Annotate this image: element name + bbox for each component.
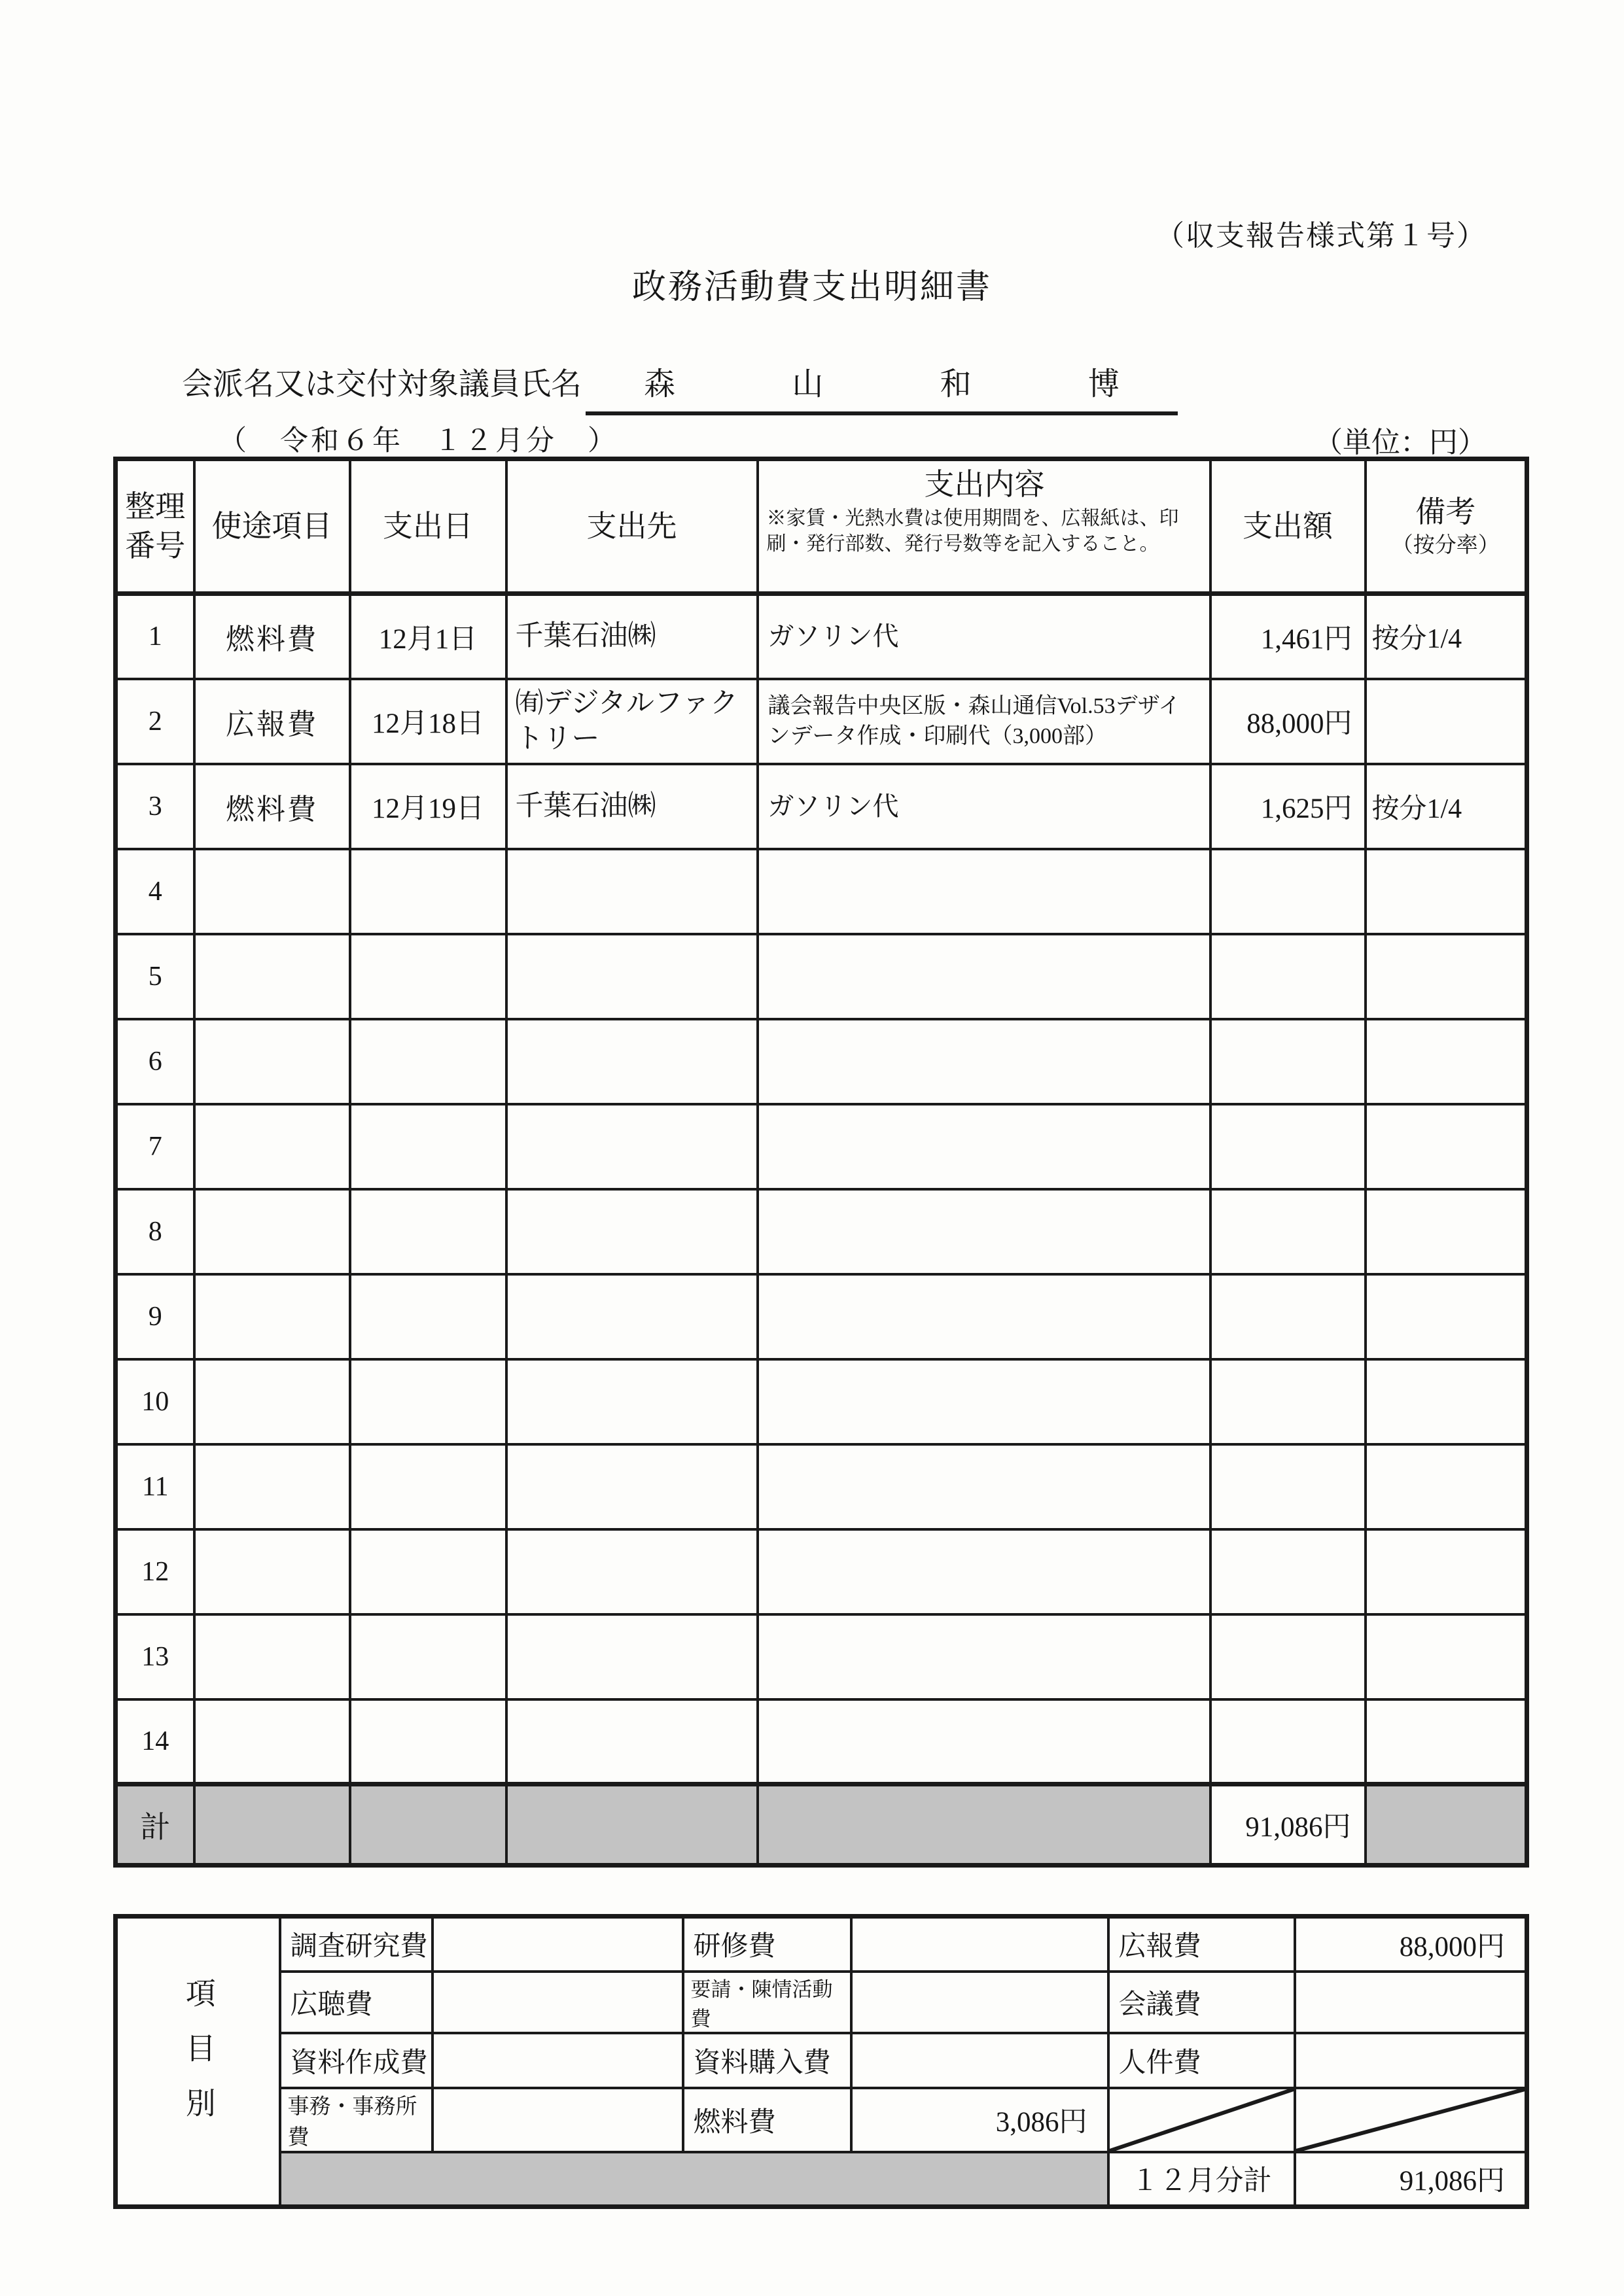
cell-payee	[506, 1104, 758, 1189]
cell-content	[758, 934, 1210, 1019]
summary-row	[116, 1972, 1527, 2033]
header-remarks-title: 備考	[1415, 495, 1476, 529]
cell-content	[758, 1444, 1210, 1529]
cell-no: 10	[116, 1359, 194, 1444]
cell-item	[194, 1699, 350, 1784]
cell-amount	[1210, 1274, 1366, 1359]
cell-no: 12	[116, 1529, 194, 1614]
summary-value	[851, 1972, 1108, 2033]
cell-payee	[506, 1614, 758, 1699]
header-expense-item: 使途項目	[194, 459, 350, 594]
cell-date	[350, 1529, 506, 1614]
cell-amount: 1,625円	[1210, 764, 1366, 849]
cell-note	[1366, 1614, 1527, 1699]
cell-payee	[506, 849, 758, 934]
cell-no: 13	[116, 1614, 194, 1699]
cell-date	[350, 1104, 506, 1189]
cell-item	[194, 1019, 350, 1104]
summary-row	[116, 2033, 1527, 2088]
monthly-total-value: 91,086円	[1295, 2152, 1527, 2207]
cell-item	[194, 1614, 350, 1699]
summary-category: 人件費	[1108, 2033, 1295, 2088]
table-row	[116, 594, 1527, 679]
total-label: 計	[116, 1784, 194, 1866]
cell-no: 8	[116, 1189, 194, 1274]
cell-content	[758, 849, 1210, 934]
category-summary-table	[113, 1914, 1529, 2209]
cell-no: 6	[116, 1019, 194, 1104]
cell-note	[1366, 1189, 1527, 1274]
cell-amount	[1210, 1699, 1366, 1784]
table-row	[116, 679, 1527, 764]
table-row	[116, 1189, 1527, 1274]
crossed-out-cell	[1295, 2088, 1527, 2152]
cell-item: 広報費	[194, 679, 350, 764]
total-shaded-cell	[194, 1784, 350, 1866]
cell-no: 9	[116, 1274, 194, 1359]
cell-date	[350, 849, 506, 934]
cell-item: 燃料費	[194, 594, 350, 679]
cell-payee: ㈲デジタルファクトリー	[506, 679, 758, 764]
cell-date	[350, 1359, 506, 1444]
table-row	[116, 1274, 1527, 1359]
cell-note	[1366, 1529, 1527, 1614]
summary-side-label-text: 項目別	[181, 1977, 215, 2142]
cell-amount	[1210, 934, 1366, 1019]
summary-shaded-cell	[280, 2152, 1108, 2207]
header-remarks-sub: （按分率）	[1391, 533, 1500, 557]
cell-no: 7	[116, 1104, 194, 1189]
table-row	[116, 764, 1527, 849]
cell-note	[1366, 934, 1527, 1019]
total-shaded-cell	[350, 1784, 506, 1866]
table-row	[116, 1104, 1527, 1189]
cell-payee	[506, 1699, 758, 1784]
cell-content	[758, 1189, 1210, 1274]
cell-note	[1366, 1444, 1527, 1529]
form-number: （収支報告様式第１号）	[1156, 220, 1487, 252]
summary-category: 広報費	[1108, 1917, 1295, 1972]
table-header-row	[116, 459, 1527, 594]
report-period: （ 令和６年 １２月分 ）	[219, 426, 618, 457]
cell-payee	[506, 1359, 758, 1444]
table-row	[116, 1699, 1527, 1784]
cell-content	[758, 1274, 1210, 1359]
cell-content	[758, 1359, 1210, 1444]
cell-note	[1366, 1274, 1527, 1359]
summary-side-label	[116, 1917, 280, 2207]
summary-value	[1295, 2033, 1527, 2088]
crossed-out-cell	[1108, 2088, 1295, 2152]
cell-item: 燃料費	[194, 764, 350, 849]
cell-payee	[506, 1189, 758, 1274]
cell-date	[350, 1274, 506, 1359]
summary-value	[432, 2033, 683, 2088]
diagonal-line-icon	[1110, 2089, 1294, 2151]
diagonal-line-icon	[1296, 2089, 1525, 2151]
summary-value	[851, 2033, 1108, 2088]
cell-note	[1366, 1019, 1527, 1104]
cell-content	[758, 1019, 1210, 1104]
cell-no: 11	[116, 1444, 194, 1529]
cell-item	[194, 1104, 350, 1189]
cell-note: 按分1/4	[1366, 764, 1527, 849]
cell-content	[758, 1614, 1210, 1699]
cell-date	[350, 1019, 506, 1104]
table-row	[116, 1019, 1527, 1104]
cell-payee	[506, 1019, 758, 1104]
total-shaded-cell	[1366, 1784, 1527, 1866]
header-payment-date: 支出日	[350, 459, 506, 594]
summary-category: 燃料費	[683, 2088, 851, 2152]
summary-value	[432, 2088, 683, 2152]
cell-no: 3	[116, 764, 194, 849]
cell-content: ガソリン代	[758, 594, 1210, 679]
summary-row	[116, 2088, 1527, 2152]
cell-date	[350, 1699, 506, 1784]
cell-amount	[1210, 1019, 1366, 1104]
cell-date	[350, 934, 506, 1019]
cell-payee	[506, 934, 758, 1019]
cell-item	[194, 1444, 350, 1529]
summary-value: 3,086円	[851, 2088, 1108, 2152]
table-row	[116, 1529, 1527, 1614]
cell-item	[194, 1274, 350, 1359]
cell-amount: 88,000円	[1210, 679, 1366, 764]
header-entry-number: 整理番号	[116, 459, 194, 594]
cell-amount	[1210, 1359, 1366, 1444]
cell-note	[1366, 1359, 1527, 1444]
member-name-label: 会派名又は交付対象議員氏名	[182, 368, 582, 402]
total-shaded-cell	[506, 1784, 758, 1866]
page-title: 政務活動費支出明細書	[631, 269, 992, 306]
cell-amount	[1210, 849, 1366, 934]
cell-note	[1366, 1699, 1527, 1784]
member-name-char: 森	[644, 367, 676, 402]
expense-detail-table	[113, 457, 1529, 1868]
cell-item	[194, 849, 350, 934]
cell-date	[350, 1189, 506, 1274]
cell-date: 12月19日	[350, 764, 506, 849]
summary-category: 要請・陳情活動費	[683, 1972, 851, 2033]
summary-value	[851, 1917, 1108, 1972]
monthly-total-label: １２月分計	[1108, 2152, 1295, 2207]
cell-content: ガソリン代	[758, 764, 1210, 849]
table-row	[116, 849, 1527, 934]
cell-payee	[506, 1274, 758, 1359]
summary-value	[432, 1972, 683, 2033]
summary-category: 広聴費	[280, 1972, 432, 2033]
member-name-char: 博	[1087, 367, 1120, 402]
summary-category: 研修費	[683, 1917, 851, 1972]
total-row	[116, 1784, 1527, 1866]
cell-note	[1366, 679, 1527, 764]
cell-content	[758, 1104, 1210, 1189]
cell-no: 5	[116, 934, 194, 1019]
cell-payee	[506, 1529, 758, 1614]
member-name-value	[586, 358, 1178, 415]
header-amount: 支出額	[1210, 459, 1366, 594]
cell-note	[1366, 1104, 1527, 1189]
table-row	[116, 1614, 1527, 1699]
cell-amount	[1210, 1189, 1366, 1274]
cell-date: 12月1日	[350, 594, 506, 679]
cell-note: 按分1/4	[1366, 594, 1527, 679]
cell-item	[194, 1529, 350, 1614]
cell-no: 4	[116, 849, 194, 934]
cell-date: 12月18日	[350, 679, 506, 764]
cell-no: 2	[116, 679, 194, 764]
unit-label: （単位：円）	[1314, 426, 1487, 459]
summary-total-row	[116, 2152, 1527, 2207]
cell-item	[194, 1359, 350, 1444]
summary-value	[1295, 1972, 1527, 2033]
summary-value	[432, 1917, 683, 1972]
cell-content	[758, 1699, 1210, 1784]
member-name-char: 山	[792, 367, 824, 402]
cell-date	[350, 1444, 506, 1529]
header-payee: 支出先	[506, 459, 758, 594]
summary-category: 資料作成費	[280, 2033, 432, 2088]
cell-item	[194, 934, 350, 1019]
cell-payee: 千葉石油㈱	[506, 764, 758, 849]
cell-payee: 千葉石油㈱	[506, 594, 758, 679]
header-expense-content-title: 支出内容	[924, 468, 1045, 501]
header-expense-content	[758, 459, 1210, 594]
cell-amount	[1210, 1104, 1366, 1189]
header-remarks	[1366, 459, 1527, 594]
summary-category: 事務・事務所費	[280, 2088, 432, 2152]
cell-no: 14	[116, 1699, 194, 1784]
table-row	[116, 1444, 1527, 1529]
cell-amount	[1210, 1444, 1366, 1529]
cell-note	[1366, 849, 1527, 934]
table-row	[116, 1359, 1527, 1444]
cell-no: 1	[116, 594, 194, 679]
cell-amount: 1,461円	[1210, 594, 1366, 679]
summary-value: 88,000円	[1295, 1917, 1527, 1972]
total-amount: 91,086円	[1210, 1784, 1366, 1866]
cell-payee	[506, 1444, 758, 1529]
header-expense-content-note: ※家賃・光熱水費は使用期間を、広報紙は、印刷・発行部数、発行号数等を記入すること。	[766, 507, 1179, 555]
summary-row	[116, 1917, 1527, 1972]
cell-content	[758, 1529, 1210, 1614]
member-name-line	[182, 358, 1178, 415]
cell-amount	[1210, 1614, 1366, 1699]
summary-category: 調査研究費	[280, 1917, 432, 1972]
member-name-char: 和	[940, 367, 972, 402]
summary-category: 会議費	[1108, 1972, 1295, 2033]
cell-amount	[1210, 1529, 1366, 1614]
cell-item	[194, 1189, 350, 1274]
summary-category: 資料購入費	[683, 2033, 851, 2088]
cell-content: 議会報告中央区版・森山通信Vol.53デザインデータ作成・印刷代（3,000部）	[758, 679, 1210, 764]
table-row	[116, 934, 1527, 1019]
cell-date	[350, 1614, 506, 1699]
total-shaded-cell	[758, 1784, 1210, 1866]
